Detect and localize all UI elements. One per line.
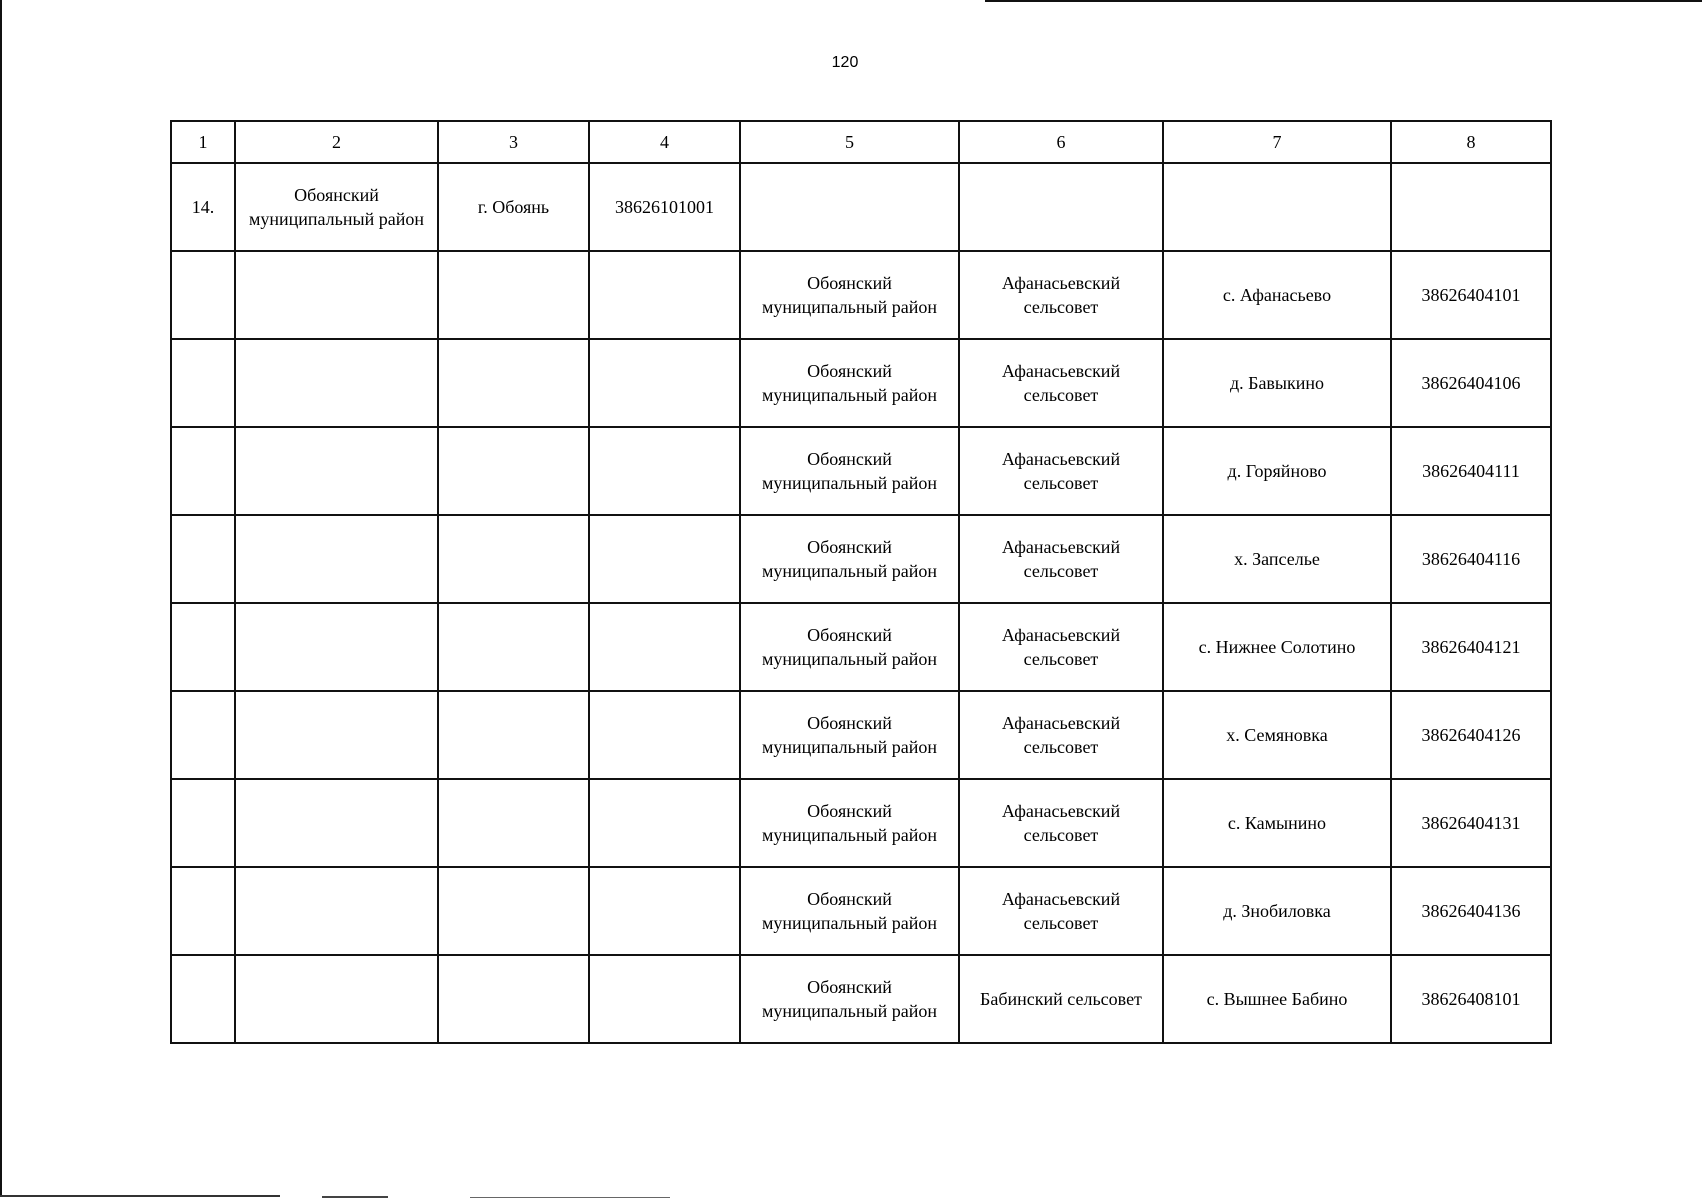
municipality-cell <box>740 163 959 251</box>
council-cell: Афанасьевский сельсовет <box>959 691 1163 779</box>
settlement-code-cell: 38626408101 <box>1391 955 1551 1043</box>
district-cell <box>235 867 438 955</box>
city-cell <box>438 515 589 603</box>
council-cell: Афанасьевский сельсовет <box>959 339 1163 427</box>
municipality-cell: Обоянский муниципальный район <box>740 339 959 427</box>
municipality-cell: Обоянский муниципальный район <box>740 867 959 955</box>
settlement-code-cell: 38626404111 <box>1391 427 1551 515</box>
council-cell: Афанасьевский сельсовет <box>959 251 1163 339</box>
column-header: 4 <box>589 121 740 163</box>
city-code-cell <box>589 779 740 867</box>
table-row <box>171 251 1551 339</box>
row-number-cell <box>171 779 235 867</box>
row-number-cell <box>171 603 235 691</box>
settlement-cell: с. Нижнее Солотино <box>1163 603 1391 691</box>
settlement-code-cell: 38626404101 <box>1391 251 1551 339</box>
scan-edge-top <box>985 0 1702 2</box>
row-number-cell <box>171 339 235 427</box>
settlement-code-cell: 38626404121 <box>1391 603 1551 691</box>
city-cell <box>438 339 589 427</box>
table-row <box>171 163 1551 251</box>
table-body <box>171 121 1551 1043</box>
district-cell <box>235 515 438 603</box>
settlement-code-cell <box>1391 163 1551 251</box>
settlement-code-cell: 38626404136 <box>1391 867 1551 955</box>
table-row <box>171 515 1551 603</box>
city-code-cell <box>589 955 740 1043</box>
municipality-cell: Обоянский муниципальный район <box>740 251 959 339</box>
row-number-cell <box>171 955 235 1043</box>
settlement-cell: с. Афанасьево <box>1163 251 1391 339</box>
settlement-cell: д. Знобиловка <box>1163 867 1391 955</box>
city-code-cell <box>589 691 740 779</box>
table-row <box>171 427 1551 515</box>
row-number-cell <box>171 427 235 515</box>
settlement-code-cell: 38626404116 <box>1391 515 1551 603</box>
column-header: 5 <box>740 121 959 163</box>
column-header: 8 <box>1391 121 1551 163</box>
row-number-cell <box>171 515 235 603</box>
table-row <box>171 603 1551 691</box>
settlement-cell: х. Запселье <box>1163 515 1391 603</box>
city-code-cell <box>589 867 740 955</box>
city-cell: г. Обоянь <box>438 163 589 251</box>
settlement-cell: д. Бавыкино <box>1163 339 1391 427</box>
table-header-row <box>171 121 1551 163</box>
row-number-cell: 14. <box>171 163 235 251</box>
district-cell <box>235 339 438 427</box>
council-cell: Афанасьевский сельсовет <box>959 867 1163 955</box>
municipality-cell: Обоянский муниципальный район <box>740 779 959 867</box>
settlement-cell <box>1163 163 1391 251</box>
scan-edge-bottom <box>322 1196 388 1198</box>
row-number-cell <box>171 867 235 955</box>
column-header: 6 <box>959 121 1163 163</box>
scan-edge-bottom <box>0 1195 280 1197</box>
district-cell <box>235 955 438 1043</box>
council-cell: Афанасьевский сельсовет <box>959 515 1163 603</box>
council-cell: Афанасьевский сельсовет <box>959 427 1163 515</box>
settlement-code-cell: 38626404131 <box>1391 779 1551 867</box>
city-cell <box>438 779 589 867</box>
settlements-table <box>170 120 1552 1044</box>
municipality-cell: Обоянский муниципальный район <box>740 427 959 515</box>
district-cell <box>235 427 438 515</box>
table-row <box>171 691 1551 779</box>
municipality-cell: Обоянский муниципальный район <box>740 515 959 603</box>
column-header: 3 <box>438 121 589 163</box>
settlement-cell: с. Вышнее Бабино <box>1163 955 1391 1043</box>
settlement-code-cell: 38626404106 <box>1391 339 1551 427</box>
city-cell <box>438 691 589 779</box>
city-cell <box>438 955 589 1043</box>
settlement-cell: д. Горяйново <box>1163 427 1391 515</box>
table-row <box>171 339 1551 427</box>
council-cell: Бабинский сельсовет <box>959 955 1163 1043</box>
settlement-cell: х. Семяновка <box>1163 691 1391 779</box>
district-cell <box>235 691 438 779</box>
settlement-cell: с. Камынино <box>1163 779 1391 867</box>
column-header: 2 <box>235 121 438 163</box>
municipality-cell: Обоянский муниципальный район <box>740 603 959 691</box>
city-code-cell: 38626101001 <box>589 163 740 251</box>
column-header: 1 <box>171 121 235 163</box>
city-code-cell <box>589 515 740 603</box>
table-row <box>171 779 1551 867</box>
city-cell <box>438 427 589 515</box>
district-cell <box>235 603 438 691</box>
city-cell <box>438 603 589 691</box>
city-code-cell <box>589 603 740 691</box>
row-number-cell <box>171 251 235 339</box>
settlement-code-cell: 38626404126 <box>1391 691 1551 779</box>
city-code-cell <box>589 251 740 339</box>
city-cell <box>438 867 589 955</box>
municipality-cell: Обоянский муниципальный район <box>740 691 959 779</box>
council-cell: Афанасьевский сельсовет <box>959 779 1163 867</box>
page-number: 120 <box>831 54 859 71</box>
column-header: 7 <box>1163 121 1391 163</box>
council-cell <box>959 163 1163 251</box>
scan-edge-bottom <box>470 1197 670 1198</box>
scan-edge-left <box>0 0 2 1195</box>
city-code-cell <box>589 427 740 515</box>
district-cell <box>235 251 438 339</box>
table-row <box>171 867 1551 955</box>
district-cell: Обоянский муниципальный район <box>235 163 438 251</box>
city-code-cell <box>589 339 740 427</box>
row-number-cell <box>171 691 235 779</box>
municipality-cell: Обоянский муниципальный район <box>740 955 959 1043</box>
council-cell: Афанасьевский сельсовет <box>959 603 1163 691</box>
city-cell <box>438 251 589 339</box>
table-row <box>171 955 1551 1043</box>
district-cell <box>235 779 438 867</box>
